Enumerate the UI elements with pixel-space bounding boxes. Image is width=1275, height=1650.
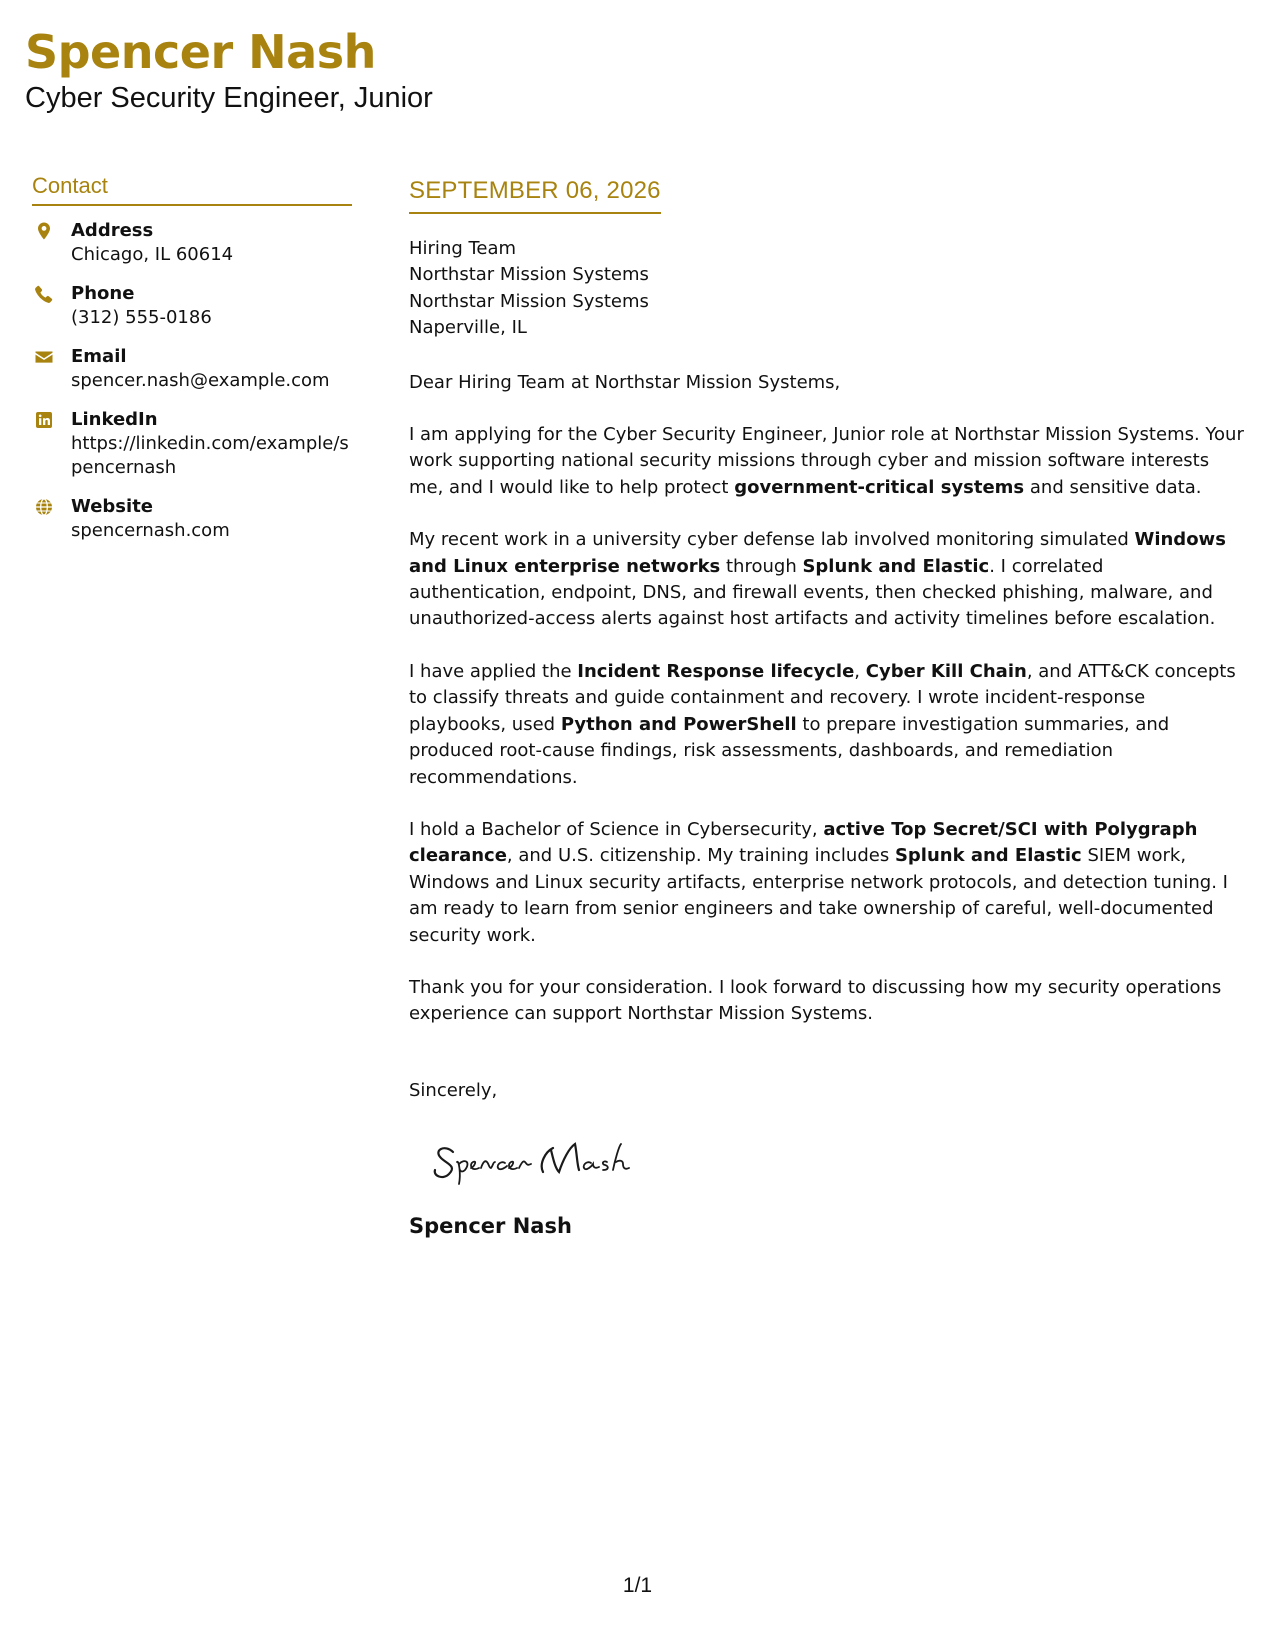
contact-item-email	[32, 344, 352, 393]
linkedin-value[interactable]: https://linkedin.com/example/spencernash	[71, 433, 349, 478]
recipient-address	[409, 236, 1244, 342]
map-pin-icon	[34, 221, 54, 241]
contact-label: LinkedIn	[71, 409, 158, 430]
applicant-name: Spencer Nash	[25, 25, 376, 79]
paragraph-experience: My recent work in a university cyber defense lab involved monitoring simulated Windows and Linux enterprise networks through Splunk and Elastic. I correlated authentication, endpoint, DNS, and firewall events, then checked phishing, malware, and unauthorized-access alerts against host artifacts and activity timelines before escalation.	[409, 529, 1226, 630]
address-value: Chicago, IL 60614	[71, 244, 234, 265]
recipient-line: Hiring Team	[409, 238, 517, 259]
sign-off: Sincerely,	[409, 1079, 498, 1101]
salutation: Dear Hiring Team at Northstar Mission Systems,	[409, 371, 841, 393]
envelope-icon	[34, 347, 54, 367]
phone-icon	[34, 284, 54, 304]
recipient-line: Northstar Mission Systems	[409, 264, 649, 286]
paragraph-skills: I have applied the Incident Response lifecycle, Cyber Kill Chain, and ATT&CK concepts to classify threats and guide containment and recovery. I wrote incident-response playbooks, used Python and PowerShell to prepare investigation summaries, and produced root-cause findings, risk assessments, dashboards, and remediation recommendations.	[409, 660, 1236, 788]
globe-icon	[34, 497, 54, 517]
recipient-line: Naperville, IL	[409, 317, 527, 339]
date-block	[409, 176, 661, 214]
contact-item-address	[32, 218, 352, 267]
page-number: 1/1	[622, 1574, 653, 1597]
contact-label: Website	[71, 496, 154, 517]
email-value[interactable]: spencer.nash@example.com	[71, 370, 330, 391]
paragraph-intro: I am applying for the Cyber Security Engineer, Junior role at Northstar Mission Systems. Your work supporting national security missions through cyber and mission software interests me, and I would like to help protect government-critical systems and sensitive data.	[409, 424, 1244, 498]
contact-label: Address	[71, 220, 154, 241]
website-value[interactable]: spencernash.com	[71, 520, 230, 541]
phone-value: (312) 555-0186	[71, 307, 212, 328]
letter-date: SEPTEMBER 06, 2026	[409, 177, 661, 204]
paragraph-closing: Thank you for your consideration. I look forward to discussing how my security operations experience can support Northstar Mission Systems.	[409, 976, 1222, 1025]
handwritten-signature	[431, 1130, 671, 1190]
contact-heading: Contact	[32, 172, 352, 206]
contact-item-linkedin	[32, 407, 352, 480]
applicant-job-title: Cyber Security Engineer, Junior	[25, 82, 433, 114]
paragraph-education: I hold a Bachelor of Science in Cybersecurity, active Top Secret/SCI with Polygraph clearance, and U.S. citizenship. My training includes Splunk and Elastic SIEM work, Windows and Linux security artifacts, enterprise network protocols, and detection tuning. I am ready to learn from senior engineers and take ownership of careful, well-documented security work.	[409, 818, 1228, 946]
letter-body	[409, 176, 1244, 1240]
contact-item-website	[32, 494, 352, 543]
linkedin-icon	[34, 410, 54, 430]
contact-sidebar	[32, 172, 352, 557]
contact-label: Phone	[71, 283, 135, 304]
signer-name: Spencer Nash	[409, 1214, 572, 1239]
contact-label: Email	[71, 346, 127, 367]
recipient-line: Northstar Mission Systems	[409, 290, 649, 312]
contact-item-phone	[32, 281, 352, 330]
